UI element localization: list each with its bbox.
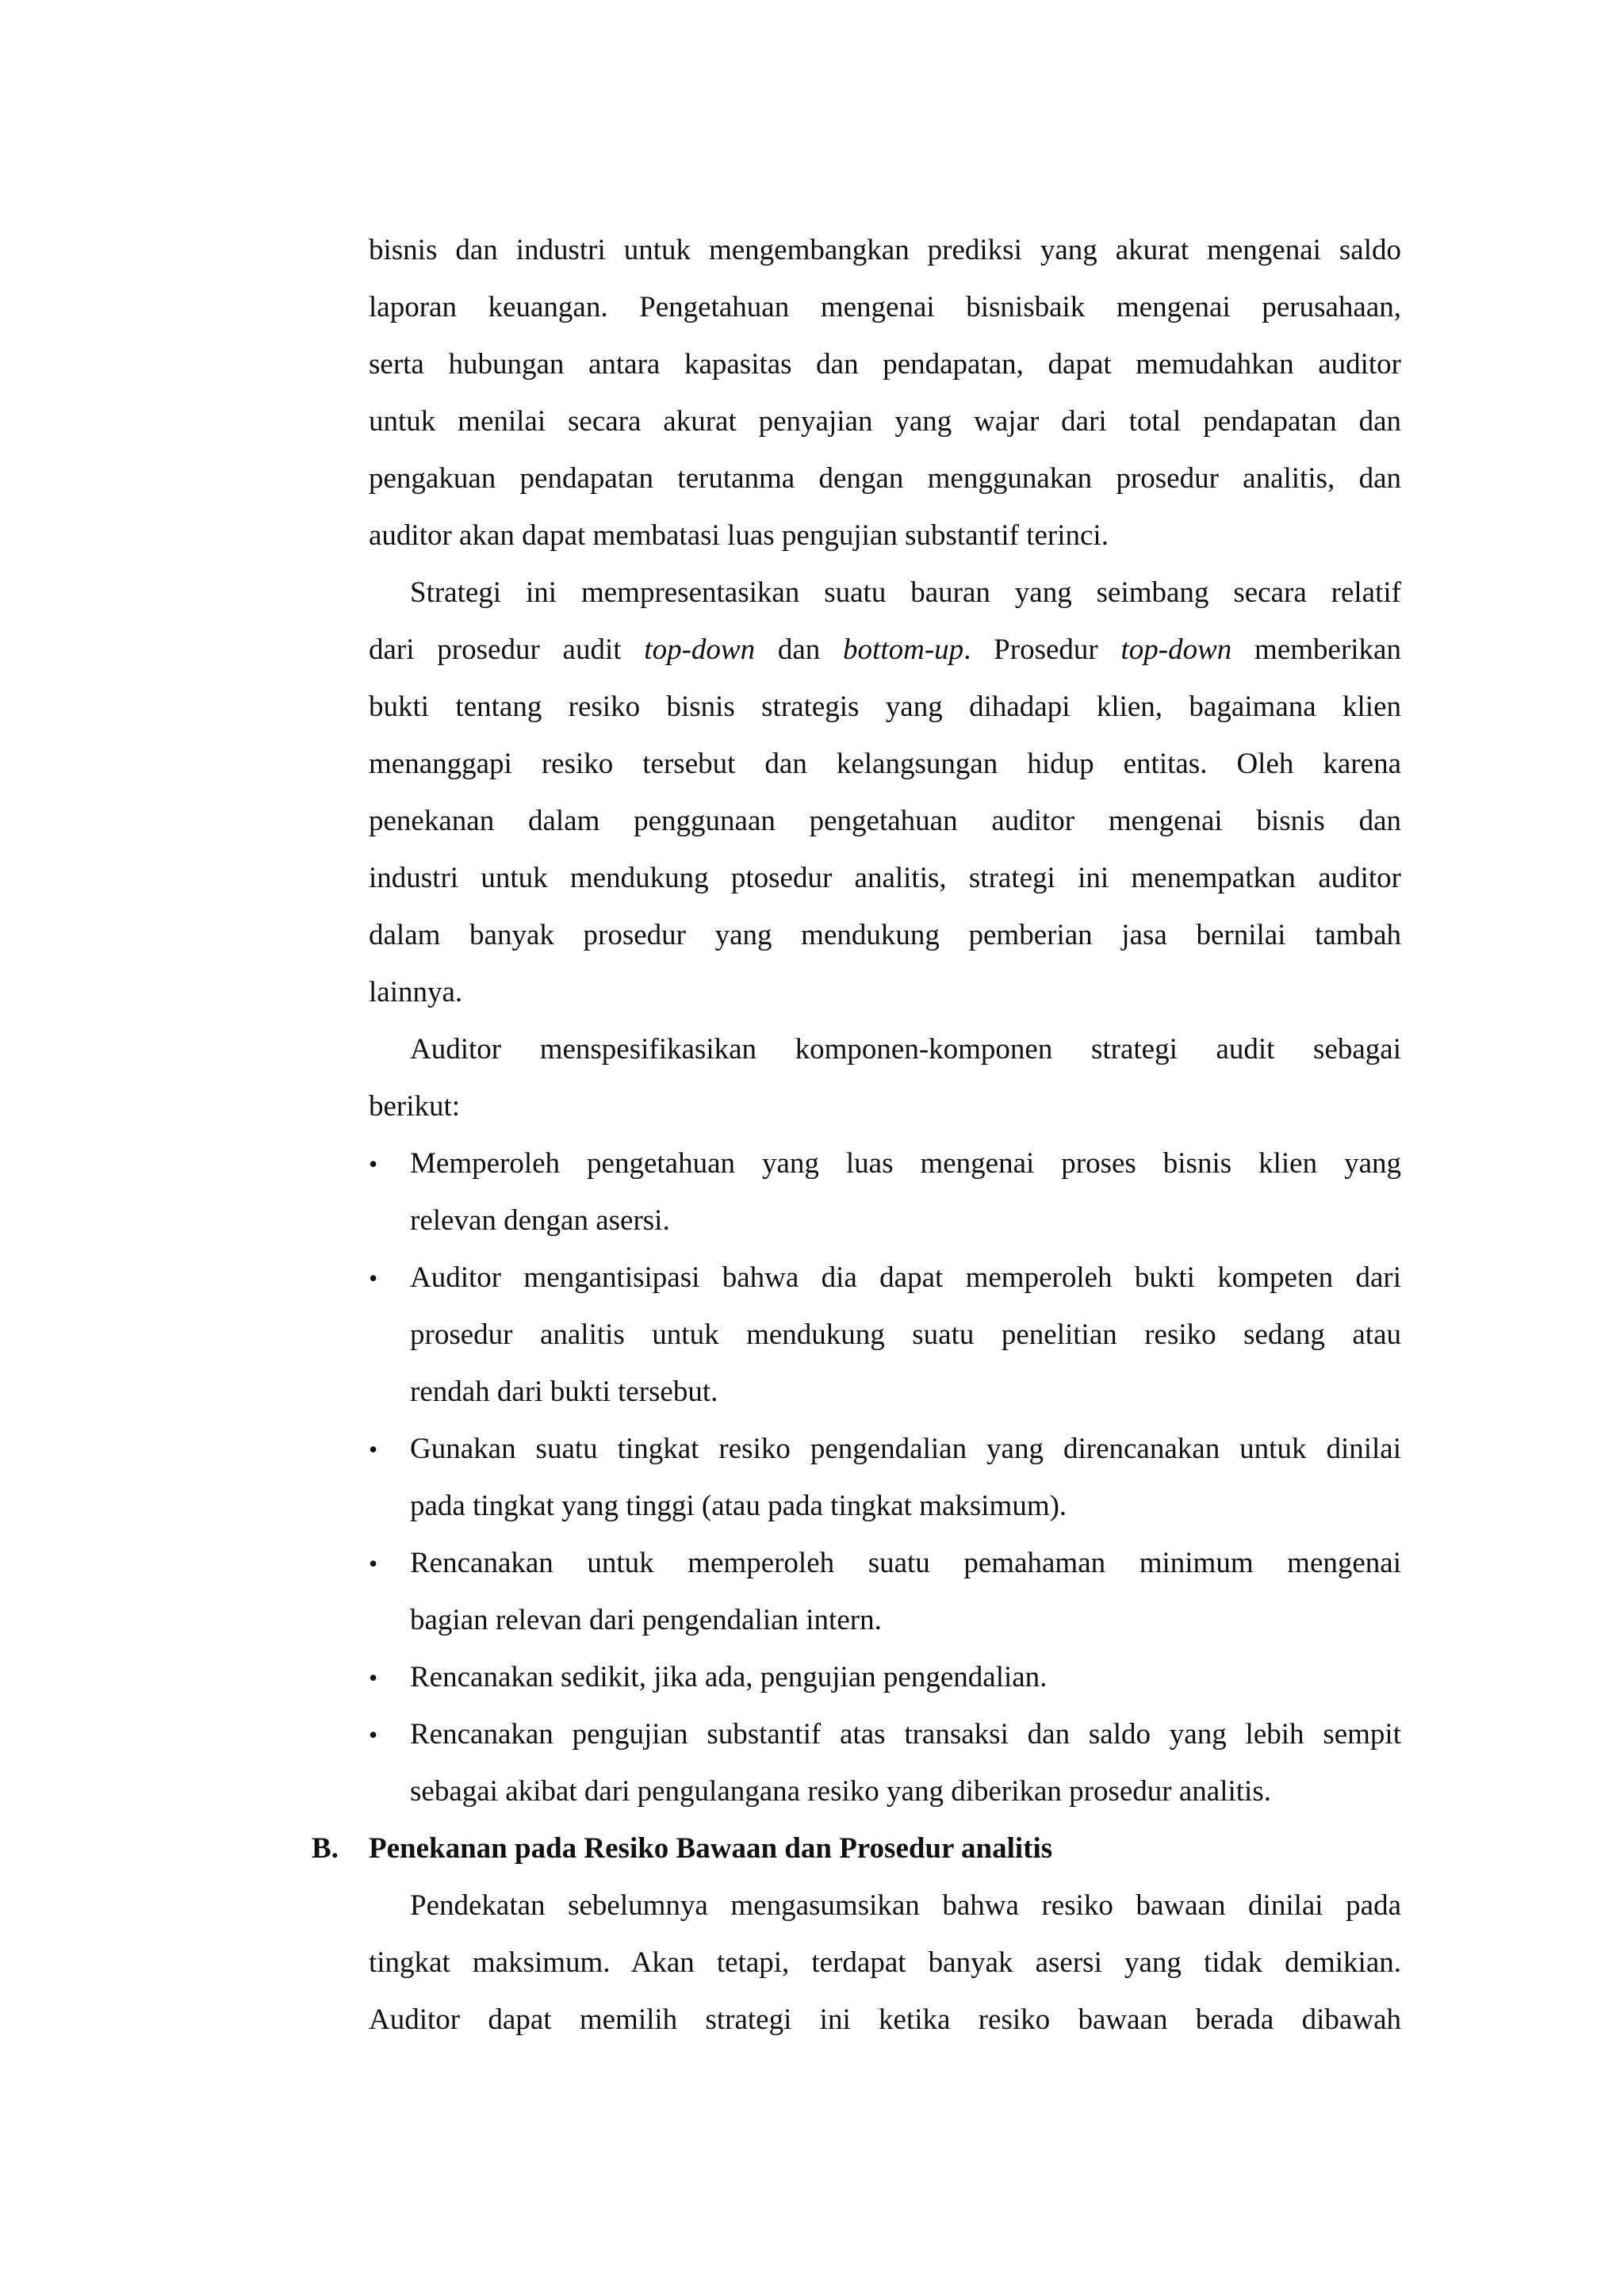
paragraph-line: serta hubungan antara kapasitas dan pendapatan, dapat memudahkan auditor [369,348,1401,381]
list-item-line: Memperoleh pengetahuan yang luas mengenai proses bisnis klien yang [410,1147,1401,1180]
list-item-line: pada tingkat yang tinggi (atau pada tingkat maksimum). [410,1490,1067,1522]
paragraph-line: laporan keuangan. Pengetahuan mengenai bisnisbaik mengenai perusahaan, [369,291,1401,323]
paragraph-line: Pendekatan sebelumnya mengasumsikan bahwa resiko bawaan dinilai pada [410,1889,1401,1922]
list-item-line: Gunakan suatu tingkat resiko pengendalian yang direncanakan untuk dinilai [410,1433,1401,1465]
paragraph-line: menanggapi resiko tersebut dan kelangsungan hidup entitas. Oleh karena [369,748,1401,780]
paragraph-line-mixed [369,631,1401,669]
italic-term: top-down [644,633,756,666]
bullet-icon: • [369,1264,378,1292]
list-item-line: Rencanakan pengujian substantif atas transaksi dan saldo yang lebih sempit [410,1718,1401,1751]
list-item-line: sebagai akibat dari pengulangana resiko yang diberikan prosedur analitis. [410,1775,1271,1808]
list-item-line: relevan dengan asersi. [410,1204,670,1237]
bullet-icon: • [369,1720,378,1749]
italic-term: bottom-up [843,633,964,666]
bullet-icon: • [369,1663,378,1692]
paragraph-line: tingkat maksimum. Akan tetapi, terdapat banyak asersi yang tidak demikian. [369,1946,1401,1979]
list-item-line: Rencanakan untuk memperoleh suatu pemahaman minimum mengenai [410,1547,1401,1579]
italic-term: top-down [1120,633,1232,666]
list-item-line: Auditor mengantisipasi bahwa dia dapat memperoleh bukti kompeten dari [410,1261,1401,1294]
paragraph-line: industri untuk mendukung ptosedur analitis, strategi ini menempatkan auditor [369,862,1401,894]
paragraph-line: penekanan dalam penggunaan pengetahuan auditor mengenai bisnis dan [369,805,1401,837]
section-letter: B. [312,1832,339,1865]
bullet-icon: • [369,1150,378,1178]
paragraph-line: untuk menilai secara akurat penyajian yang wajar dari total pendapatan dan [369,405,1401,438]
paragraph-line: pengakuan pendapatan terutanma dengan menggunakan prosedur analitis, dan [369,462,1401,495]
paragraph-line: auditor akan dapat membatasi luas pengujian substantif terinci. [369,519,1109,552]
paragraph-line: berikut: [369,1090,461,1123]
list-item-line: bagian relevan dari pengendalian intern. [410,1604,882,1636]
paragraph-line: bukti tentang resiko bisnis strategis yang dihadapi klien, bagaimana klien [369,691,1401,723]
bullet-icon: • [369,1435,378,1464]
text-run: dari prosedur audit [369,633,645,666]
text-run: . Prosedur [963,633,1121,666]
paragraph-line: lainnya. [369,976,463,1008]
list-item-line: prosedur analitis untuk mendukung suatu penelitian resiko sedang atau [410,1318,1401,1351]
section-heading: Penekanan pada Resiko Bawaan dan Prosedur analitis [369,1832,1053,1865]
paragraph-line: bisnis dan industri untuk mengembangkan prediksi yang akurat mengenai saldo [369,234,1401,266]
paragraph-line: Strategi ini mempresentasikan suatu bauran yang seimbang secara relatif [410,576,1401,609]
bullet-icon: • [369,1549,378,1578]
list-item-line: rendah dari bukti tersebut. [410,1376,718,1408]
paragraph-line: Auditor dapat memilih strategi ini ketika resiko bawaan berada dibawah [369,2003,1401,2036]
text-run: memberikan [1231,633,1401,666]
list-item-line: Rencanakan sedikit, jika ada, pengujian pengendalian. [410,1661,1048,1693]
paragraph-line: Auditor menspesifikasikan komponen-komponen strategi audit sebagai [410,1033,1401,1066]
paragraph-line: dalam banyak prosedur yang mendukung pemberian jasa bernilai tambah [369,919,1401,951]
text-run: dan [755,633,844,666]
